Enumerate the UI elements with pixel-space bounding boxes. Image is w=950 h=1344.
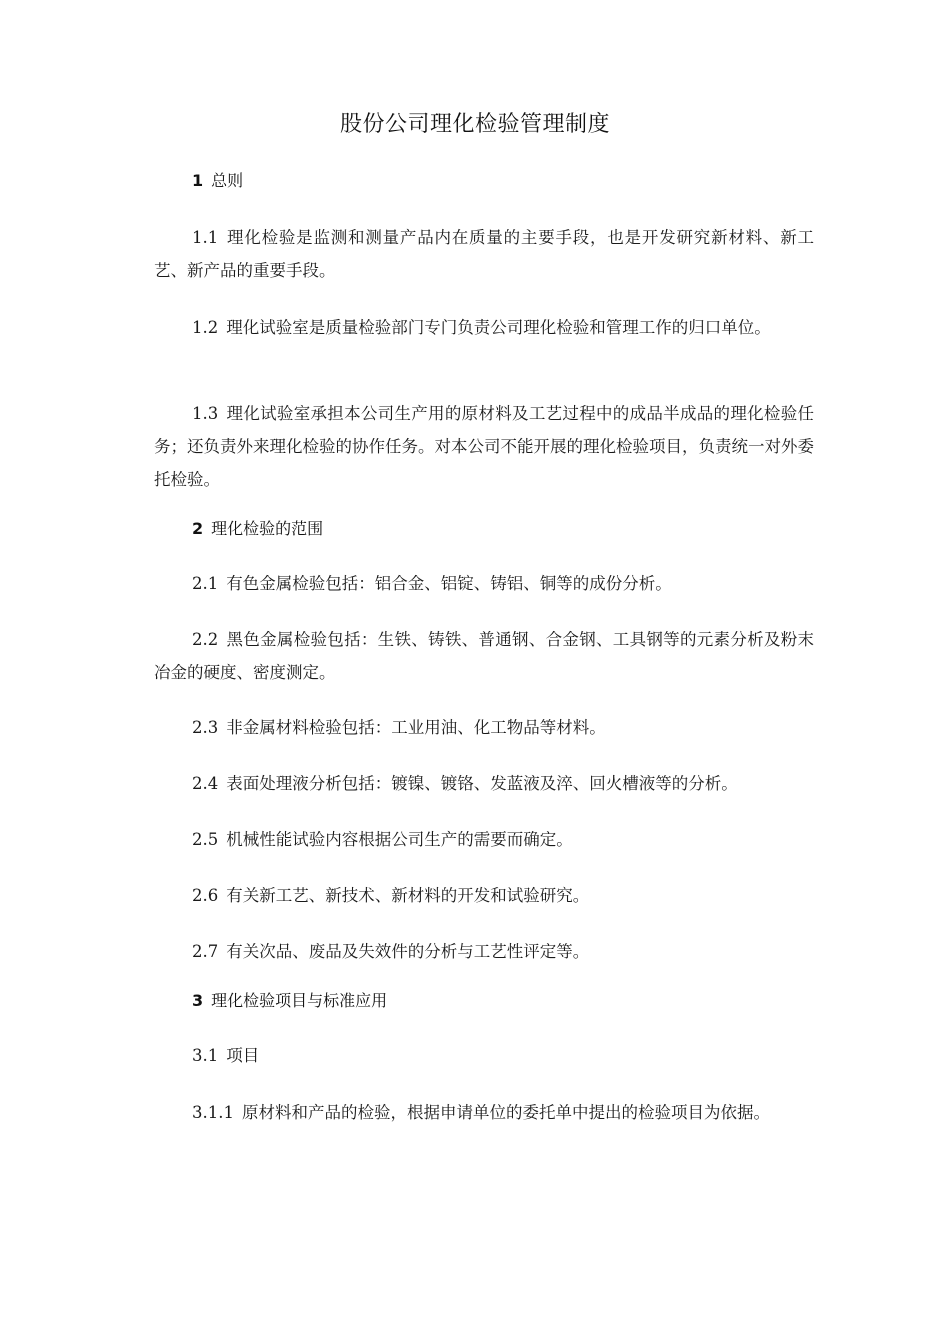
paragraph-text: 有关新工艺、新技术、新材料的开发和试验研究。 — [226, 886, 590, 905]
paragraph — [154, 221, 814, 287]
paragraph — [154, 1096, 814, 1129]
paragraph — [154, 1039, 814, 1072]
section-number: 2 — [192, 519, 204, 538]
paragraph-number: 3.1 — [192, 1046, 219, 1065]
paragraph-number: 3.1.1 — [192, 1103, 234, 1122]
paragraph — [154, 711, 814, 744]
paragraph-text: 黑色金属检验包括：生铁、铸铁、普通钢、合金钢、工具钢等的元素分析及粉末冶金的硬度、密度测定。 — [154, 630, 814, 682]
paragraph-text: 理化检验是监测和测量产品内在质量的主要手段，也是开发研究新材料、新工艺、新产品的重要手段。 — [154, 228, 814, 280]
paragraph-number: 1.2 — [192, 318, 219, 337]
document-title: 股份公司理化检验管理制度 — [339, 112, 610, 137]
paragraph-text: 项目 — [226, 1046, 260, 1065]
section-heading — [154, 166, 814, 196]
paragraph — [154, 567, 814, 600]
section-title: 理化检验项目与标准应用 — [211, 991, 388, 1010]
paragraph-text: 理化试验室承担本公司生产用的原材料及工艺过程中的成品半成品的理化检验任务；还负责外来理化检验的协作任务。对本公司不能开展的理化检验项目，负责统一对外委托检验。 — [154, 404, 814, 489]
paragraph — [154, 397, 814, 496]
paragraph-number: 1.3 — [192, 404, 219, 423]
paragraph — [154, 767, 814, 800]
paragraph-text: 原材料和产品的检验，根据申请单位的委托单中提出的检验项目为依据。 — [241, 1103, 770, 1122]
paragraph-text: 有色金属检验包括：铝合金、铝锭、铸铝、铜等的成份分析。 — [226, 574, 672, 593]
paragraph-text: 理化试验室是质量检验部门专门负责公司理化检验和管理工作的归口单位。 — [226, 318, 771, 337]
paragraph-number: 2.2 — [192, 630, 219, 649]
paragraph-text: 有关次品、废品及失效件的分析与工艺性评定等。 — [226, 942, 590, 961]
paragraph-number: 2.3 — [192, 718, 219, 737]
paragraph — [154, 823, 814, 856]
paragraph-number: 2.5 — [192, 830, 219, 849]
paragraph — [154, 623, 814, 689]
paragraph-number: 2.4 — [192, 774, 219, 793]
paragraph — [154, 311, 814, 344]
section-number: 3 — [192, 991, 204, 1010]
paragraph-number: 2.1 — [192, 574, 219, 593]
section-title: 理化检验的范围 — [211, 519, 324, 538]
paragraph — [154, 935, 814, 968]
paragraph — [154, 879, 814, 912]
section-heading — [154, 514, 814, 544]
section-title: 总则 — [211, 171, 244, 190]
paragraph-number: 2.6 — [192, 886, 219, 905]
paragraph-number: 1.1 — [192, 228, 219, 247]
paragraph-text: 表面处理液分析包括：镀镍、镀铬、发蓝液及淬、回火槽液等的分析。 — [226, 774, 738, 793]
paragraph-text: 机械性能试验内容根据公司生产的需要而确定。 — [226, 830, 573, 849]
section-heading — [154, 986, 814, 1016]
section-number: 1 — [192, 171, 204, 190]
paragraph-text: 非金属材料检验包括：工业用油、化工物品等材料。 — [226, 718, 606, 737]
paragraph-number: 2.7 — [192, 942, 219, 961]
